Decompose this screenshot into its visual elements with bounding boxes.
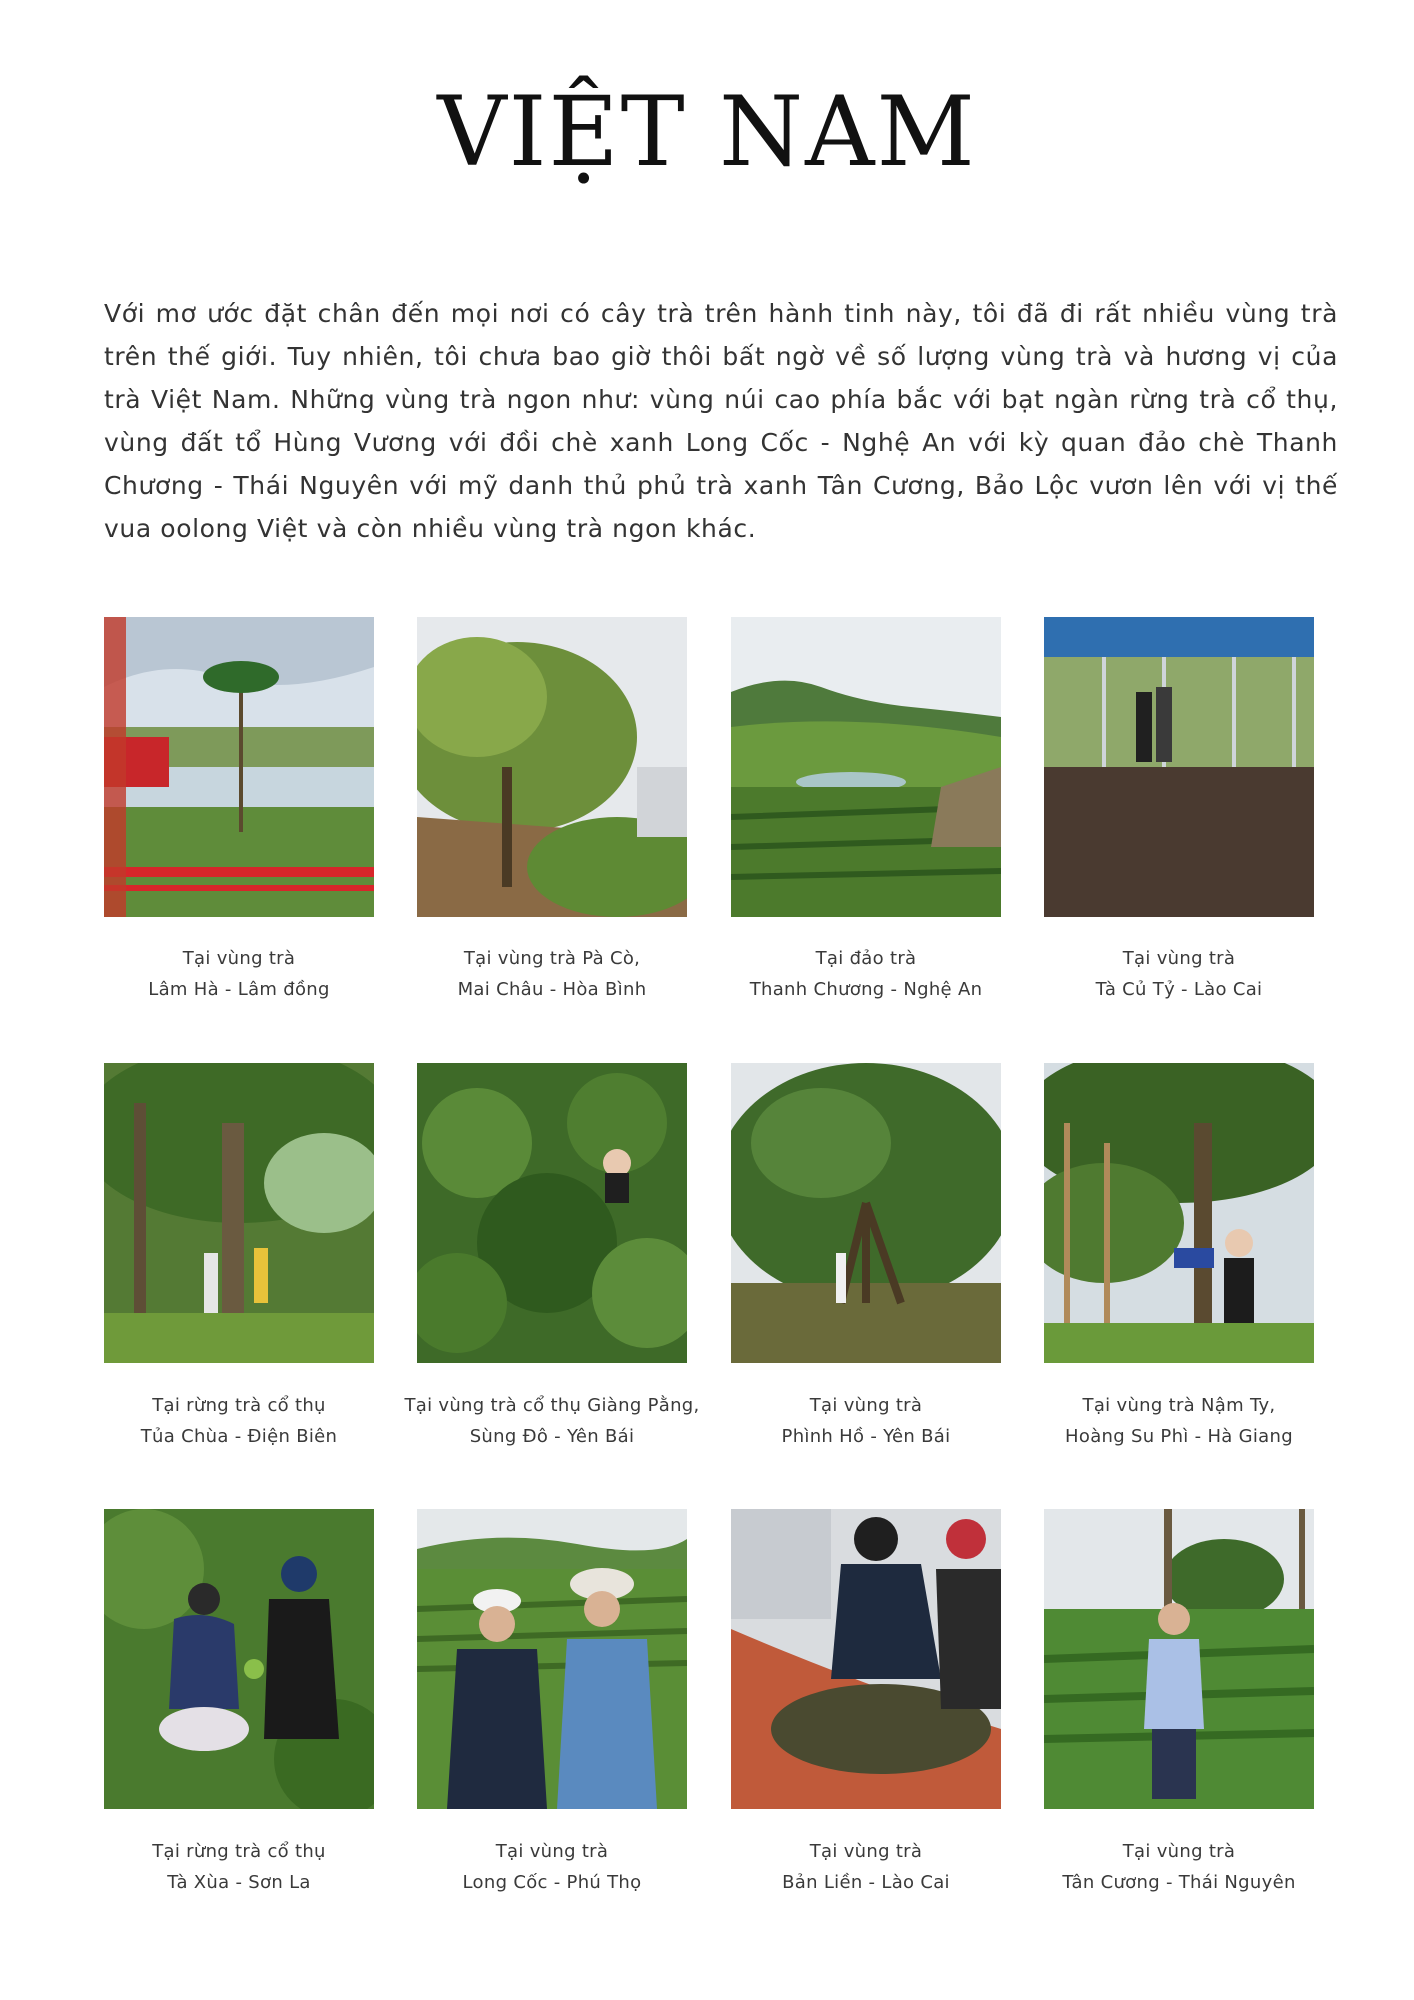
caption-ta-xua-line1: Tại rừng trà cổ thụ [152,1841,326,1862]
photo-ban-lien-image [731,1509,1001,1809]
caption-tan-cuong [1024,1836,1334,1898]
caption-ta-cu-ty-line2: Tà Củ Tỷ - Lào Cai [1095,979,1263,1000]
photo-thanh-chuong[interactable] [731,617,1001,917]
photo-long-coc[interactable] [417,1509,687,1809]
photo-ta-cu-ty-image [1044,617,1314,917]
photo-ta-xua-image [104,1509,374,1809]
caption-ban-lien-line2: Bản Liền - Lào Cai [782,1872,950,1893]
caption-ban-lien-line1: Tại vùng trà [809,1841,923,1862]
photo-thanh-chuong-image [731,617,1001,917]
photo-ta-cu-ty[interactable] [1044,617,1314,917]
photo-tua-chua-image [104,1063,374,1363]
photo-lam-ha-image [104,617,374,917]
caption-tan-cuong-line2: Tân Cương - Thái Nguyên [1062,1872,1296,1893]
photo-nam-ty-image [1044,1063,1314,1363]
photo-tan-cuong-image [1044,1509,1314,1809]
caption-phinh-ho-line2: Phình Hồ - Yên Bái [781,1426,951,1447]
photo-giang-pang-image [417,1063,687,1363]
photo-tua-chua[interactable] [104,1063,374,1363]
caption-long-coc-line2: Long Cốc - Phú Thọ [462,1872,642,1893]
photo-pa-co[interactable] [417,617,687,917]
caption-long-coc [397,1836,707,1898]
caption-phinh-ho [711,1390,1021,1452]
caption-ta-cu-ty [1024,943,1334,1005]
caption-ta-xua [84,1836,394,1898]
caption-ta-xua-line2: Tà Xùa - Sơn La [167,1872,311,1893]
photo-long-coc-image [417,1509,687,1809]
photo-nam-ty[interactable] [1044,1063,1314,1363]
caption-lam-ha-line1: Tại vùng trà [182,948,296,969]
caption-nam-ty [1024,1390,1334,1452]
page-title: VIỆT NAM [437,76,977,188]
caption-pa-co-line2: Mai Châu - Hòa Bình [457,979,647,1000]
caption-giang-pang-line2: Sùng Đô - Yên Bái [469,1426,635,1447]
caption-tua-chua [84,1390,394,1452]
photo-phinh-ho[interactable] [731,1063,1001,1363]
caption-nam-ty-line2: Hoàng Su Phì - Hà Giang [1065,1426,1293,1447]
photo-pa-co-image [417,617,687,917]
caption-giang-pang [397,1390,707,1452]
caption-pa-co-line1: Tại vùng trà Pà Cò, [463,948,641,969]
caption-tua-chua-line1: Tại rừng trà cổ thụ [152,1395,326,1416]
caption-long-coc-line1: Tại vùng trà [495,1841,609,1862]
caption-thanh-chuong-line2: Thanh Chương - Nghệ An [749,979,983,1000]
caption-ta-cu-ty-line1: Tại vùng trà [1122,948,1236,969]
photo-tan-cuong[interactable] [1044,1509,1314,1809]
caption-thanh-chuong [711,943,1021,1005]
caption-tua-chua-line2: Tủa Chùa - Điện Biên [140,1426,338,1447]
caption-lam-ha-line2: Lâm Hà - Lâm đồng [148,979,330,1000]
caption-nam-ty-line1: Tại vùng trà Nậm Ty, [1082,1395,1276,1416]
caption-tan-cuong-line1: Tại vùng trà [1122,1841,1236,1862]
photo-ban-lien[interactable] [731,1509,1001,1809]
caption-giang-pang-line1: Tại vùng trà cổ thụ Giàng Pằng, [404,1395,700,1416]
intro-paragraph: Với mơ ước đặt chân đến mọi nơi có cây trà trên hành tinh này, tôi đã đi rất nhiều vùng trà trên thế giới. Tuy nhiên, tôi chưa bao giờ thôi bất ngờ về số lượng vùng trà và hương vị của trà Việt Nam. Những vùng trà ngon như: vùng núi cao phía bắc với bạt ngàn rừng trà cổ thụ, vùng đất tổ Hùng Vương với đồi chè xanh Long Cốc - Nghệ An với kỳ quan đảo chè Thanh Chương - Thái Nguyên với mỹ danh thủ phủ trà xanh Tân Cương, Bảo Lộc vươn lên với vị thế vua oolong Việt và còn nhiều vùng trà ngon khác. [104,299,1338,543]
photo-ta-xua[interactable] [104,1509,374,1809]
caption-pa-co [397,943,707,1005]
photo-giang-pang[interactable] [417,1063,687,1363]
photo-lam-ha[interactable] [104,617,374,917]
photo-phinh-ho-image [731,1063,1001,1363]
caption-ban-lien [711,1836,1021,1898]
caption-thanh-chuong-line1: Tại đảo trà [815,948,917,969]
caption-phinh-ho-line1: Tại vùng trà [809,1395,923,1416]
caption-lam-ha [84,943,394,1005]
